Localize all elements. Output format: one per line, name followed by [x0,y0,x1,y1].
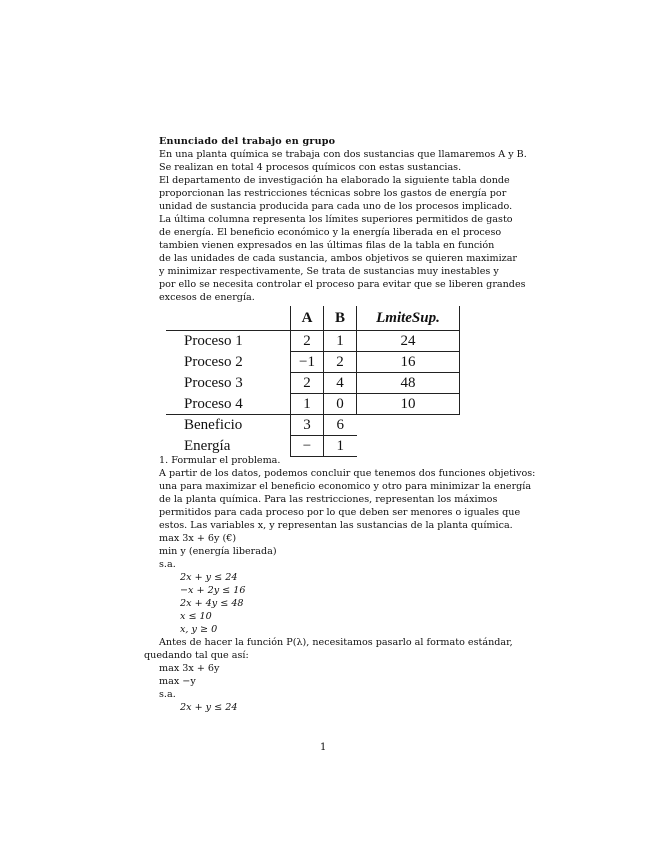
intro-line: por ello se necesita controlar el proceso para evitar que se liberen grandes [159,279,526,290]
table-cell: 2 [291,373,324,394]
row-label: Energía [184,438,231,454]
objective-min: min y (energía liberada) [159,546,277,557]
constraint: 2x + y ≤ 24 [180,702,238,713]
process-table [166,306,460,457]
transition-line: quedando tal que así: [144,650,249,661]
intro-line: excesos de energía. [159,292,255,303]
subject-to: s.a. [159,689,176,700]
table-cell: 16 [357,352,460,373]
intro-line: tambien vienen expresados en las últimas filas de la tabla en función [159,240,495,251]
table-corner-cell [166,306,291,331]
constraint: 2x + 4y ≤ 48 [180,598,244,609]
intro-line: Se realizan en total 4 procesos químicos con estas sustancias. [159,162,462,173]
row-label: Proceso 3 [184,375,243,391]
section1-line: estos. Las variables x, y representan las sustancias de la planta química. [159,520,513,531]
row-label: Proceso 4 [184,395,243,412]
table-row [166,331,460,352]
table-cell: 3 [291,415,324,436]
row-label: Beneficio [166,415,291,436]
table-header-cell: LmiteSup. [357,306,460,331]
document-title: Enunciado del trabajo en grupo [159,136,336,147]
objective-max: max 3x + 6y [159,663,220,674]
table-header-cell: A [291,306,324,331]
table-empty-cell [357,415,460,436]
transition-line: Antes de hacer la función P(λ), necesitamos pasarlo al formato estándar, [159,637,513,648]
page-number: 1 [320,742,327,753]
row-label: Proceso 1 [166,331,291,352]
intro-line: y minimizar respectivamente, Se trata de sustancias muy inestables y [159,266,499,277]
table-cell: 6 [324,415,357,436]
table-cell: 1 [324,331,357,352]
intro-line: unidad de sustancia producida para cada uno de los procesos implicado. [159,201,513,212]
table-cell: − [291,436,324,457]
section1-line: de la planta química. Para las restricciones, representan los máximos [159,494,498,505]
intro-line: El departamento de investigación ha elaborado la siguiente tabla donde [159,175,510,186]
intro-line: proporcionan las restricciones técnicas sobre los gastos de energía por [159,188,507,199]
table-empty-cell [357,436,460,457]
table-cell: 4 [324,373,357,394]
table-row [166,415,460,436]
objective-max: max 3x + 6y (€) [159,533,237,544]
constraint: −x + 2y ≤ 16 [180,585,246,596]
row-label: Proceso 2 [184,354,243,370]
intro-line: de energía. El beneficio económico y la energía liberada en el proceso [159,227,502,238]
table-row [166,373,460,394]
table-header-row [166,306,460,331]
constraint: 2x + y ≤ 24 [180,572,238,583]
section-title: 1. Formular el problema. [159,455,281,466]
table-header-cell: B [324,306,357,331]
constraint: x, y ≥ 0 [180,624,218,635]
constraint: x ≤ 10 [180,611,212,622]
table-row [166,436,460,457]
section1-line: A partir de los datos, podemos concluir que tenemos dos funciones objetivos: [159,468,536,479]
objective-max: max −y [159,676,196,687]
table-cell: 0 [324,394,357,415]
table-row [166,394,460,415]
section1-line: permitidos para cada proceso por lo que deben ser menores o iguales que [159,507,521,518]
table-cell: 2 [291,331,324,352]
intro-line: de las unidades de cada sustancia, ambos objetivos se quieren maximizar [159,253,518,264]
table-cell: 48 [357,373,460,394]
intro-line: La última columna representa los límites superiores permitidos de gasto [159,214,513,225]
table-cell: −1 [291,352,324,373]
section1-line: una para maximizar el beneficio economico y otro para minimizar la energía [159,481,532,492]
table-cell: 1 [291,394,324,415]
table-cell: 1 [324,436,357,457]
table-cell: 24 [357,331,460,352]
table-cell: 2 [324,352,357,373]
table-cell: 10 [357,394,460,415]
subject-to: s.a. [159,559,176,570]
intro-line: En una planta química se trabaja con dos sustancias que llamaremos A y B. [159,149,527,160]
table-row [166,352,460,373]
